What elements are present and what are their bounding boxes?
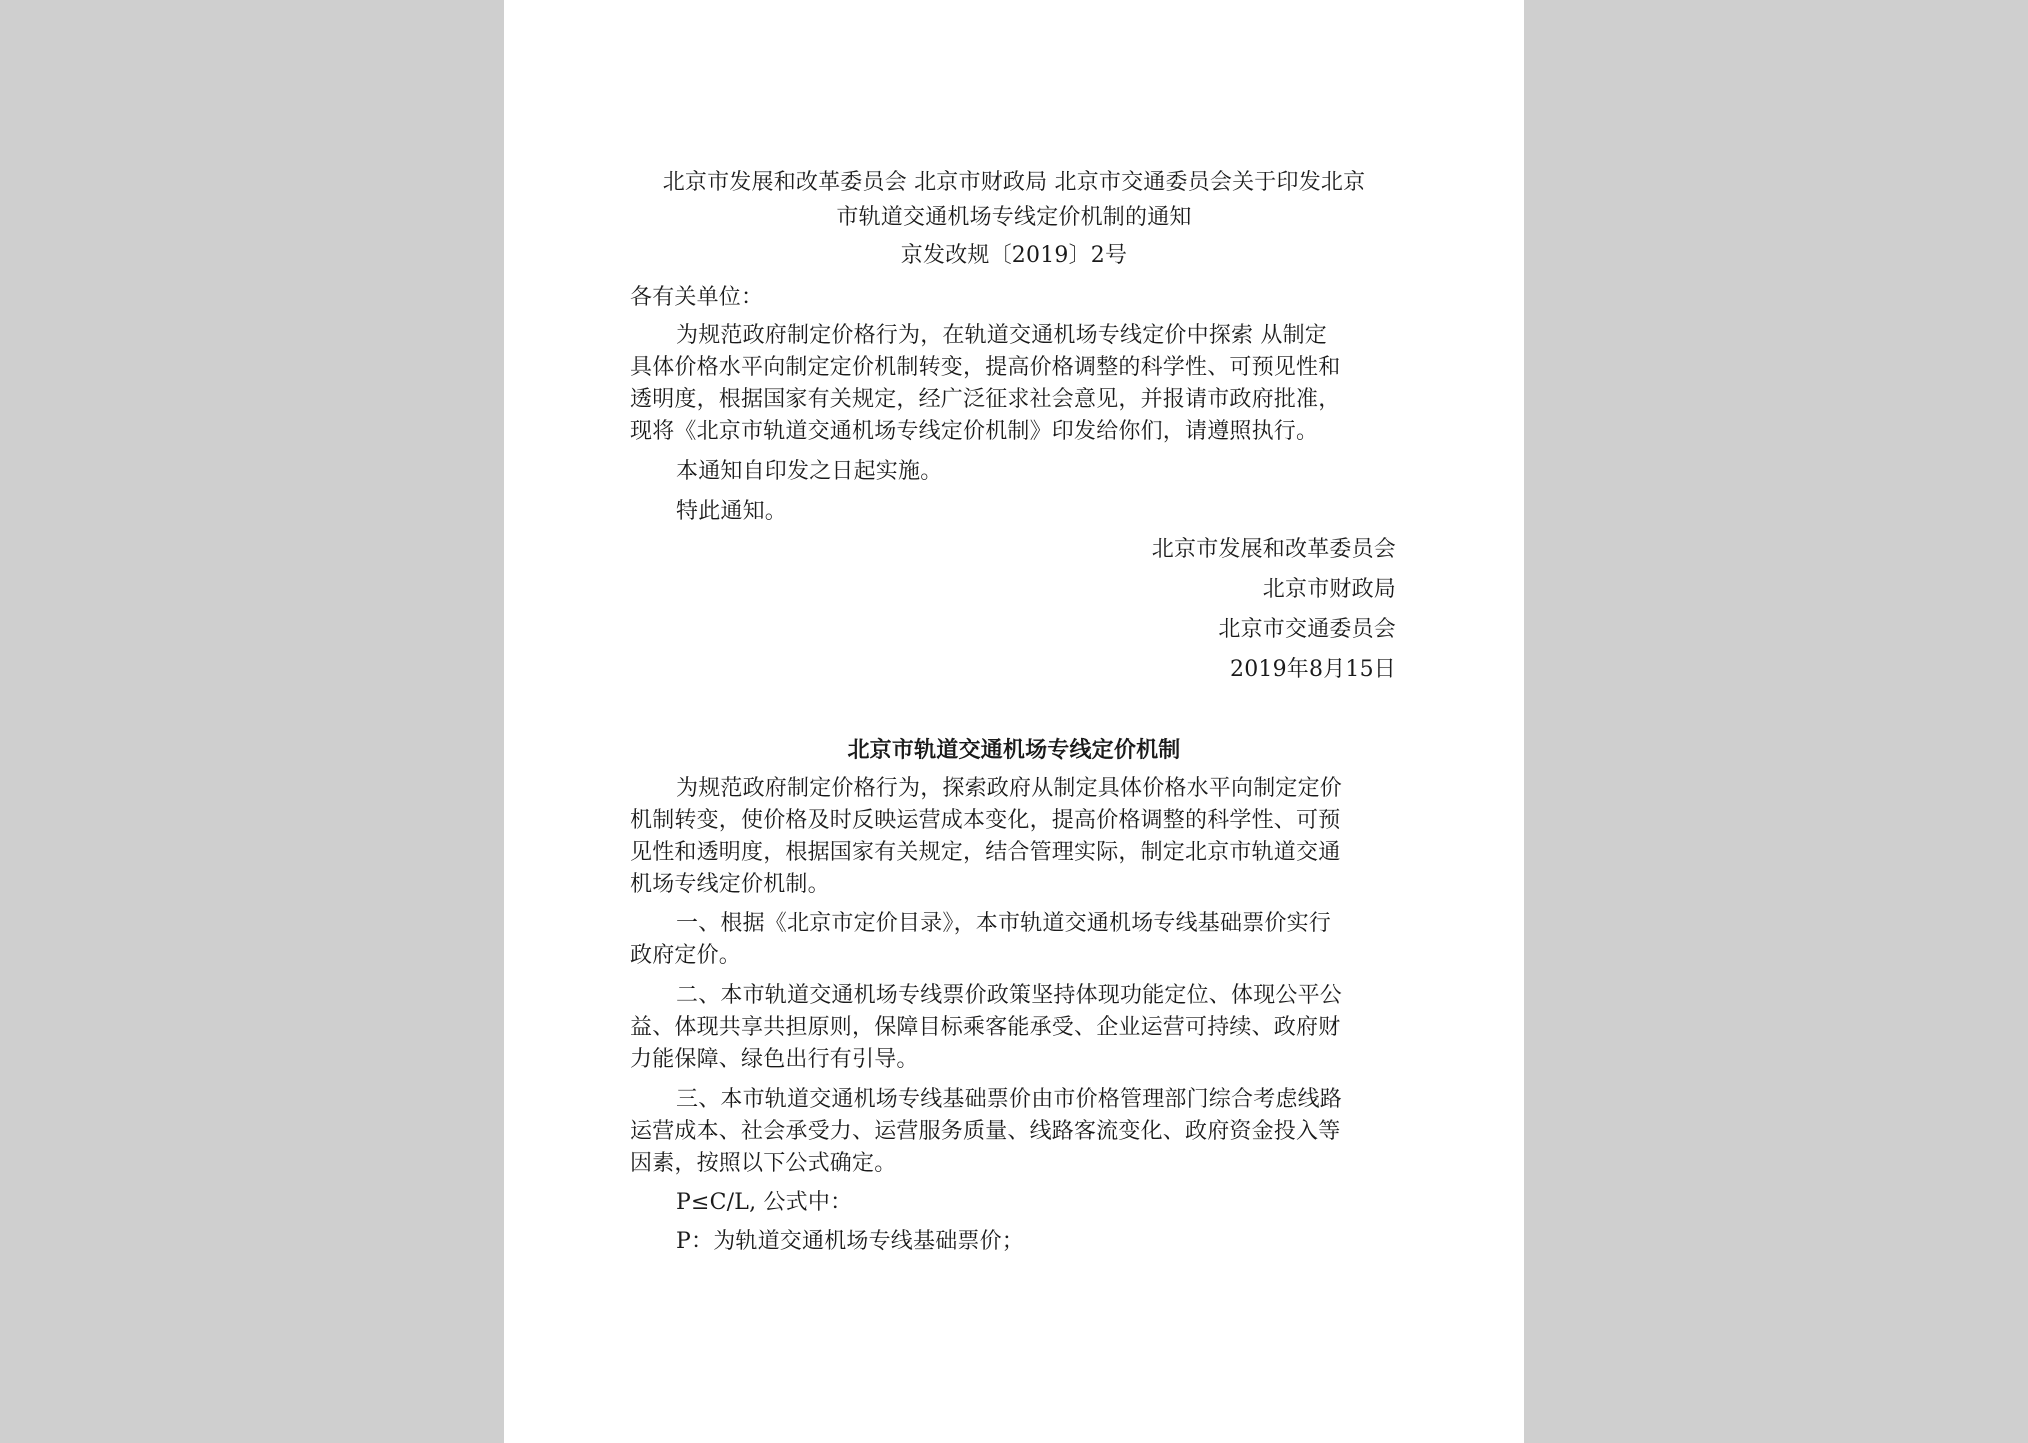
notice-para2: 本通知自印发之日起实施。 (676, 459, 943, 484)
formula: P≤C/L, 公式中： (676, 1190, 853, 1215)
mechanism-item2-line: 二、本市轨道交通机场专线票价政策坚持体现功能定位、体现公平公 (676, 983, 1343, 1008)
mechanism-title: 北京市轨道交通机场专线定价机制 (847, 737, 1181, 763)
notice-para3: 特此通知。 (676, 499, 788, 524)
notice-para1-line: 透明度，根据国家有关规定，经广泛征求社会意见，并报请市政府批准， (630, 387, 1341, 412)
notice-title-line1: 北京市发展和改革委员会 北京市财政局 北京市交通委员会关于印发北京 (662, 170, 1366, 195)
mechanism-item3-line: 因素，按照以下公式确定。 (630, 1151, 897, 1176)
notice-date: 2019年8月15日 (1230, 657, 1396, 682)
mechanism-item3-line: 三、本市轨道交通机场专线基础票价由市价格管理部门综合考虑线路 (676, 1087, 1343, 1112)
mechanism-item3-line: 运营成本、社会承受力、运营服务质量、线路客流变化、政府资金投入等 (630, 1119, 1341, 1144)
document-number: 京发改规〔2019〕2号 (900, 243, 1128, 268)
salutation: 各有关单位： (630, 285, 764, 310)
notice-para1-line: 具体价格水平向制定定价机制转变，提高价格调整的科学性、可预见性和 (630, 355, 1341, 380)
mechanism-intro-line: 见性和透明度，根据国家有关规定，结合管理实际，制定北京市轨道交通 (630, 840, 1341, 865)
mechanism-item2-line: 益、体现共享共担原则，保障目标乘客能承受、企业运营可持续、政府财 (630, 1015, 1341, 1040)
notice-title-line2: 市轨道交通机场专线定价机制的通知 (836, 205, 1192, 230)
document-page (504, 0, 1524, 1443)
signature-ndrc: 北京市发展和改革委员会 (1151, 537, 1396, 562)
formula-p-definition: P：为轨道交通机场专线基础票价； (676, 1229, 1025, 1254)
mechanism-item2-line: 力能保障、绿色出行有引导。 (630, 1047, 919, 1072)
signature-transport: 北京市交通委员会 (1218, 617, 1396, 642)
signature-finance: 北京市财政局 (1262, 577, 1396, 602)
notice-para1-line: 为规范政府制定价格行为，在轨道交通机场专线定价中探索 从制定 (676, 323, 1327, 348)
mechanism-intro-line: 机场专线定价机制。 (630, 872, 830, 897)
mechanism-item1-line: 政府定价。 (630, 943, 742, 968)
mechanism-intro-line: 为规范政府制定价格行为，探索政府从制定具体价格水平向制定定价 (676, 776, 1343, 801)
notice-para1-line: 现将《北京市轨道交通机场专线定价机制》印发给你们，请遵照执行。 (630, 419, 1319, 444)
mechanism-item1-line: 一、根据《北京市定价目录》，本市轨道交通机场专线基础票价实行 (676, 911, 1332, 936)
mechanism-intro-line: 机制转变，使价格及时反映运营成本变化，提高价格调整的科学性、可预 (630, 808, 1341, 833)
